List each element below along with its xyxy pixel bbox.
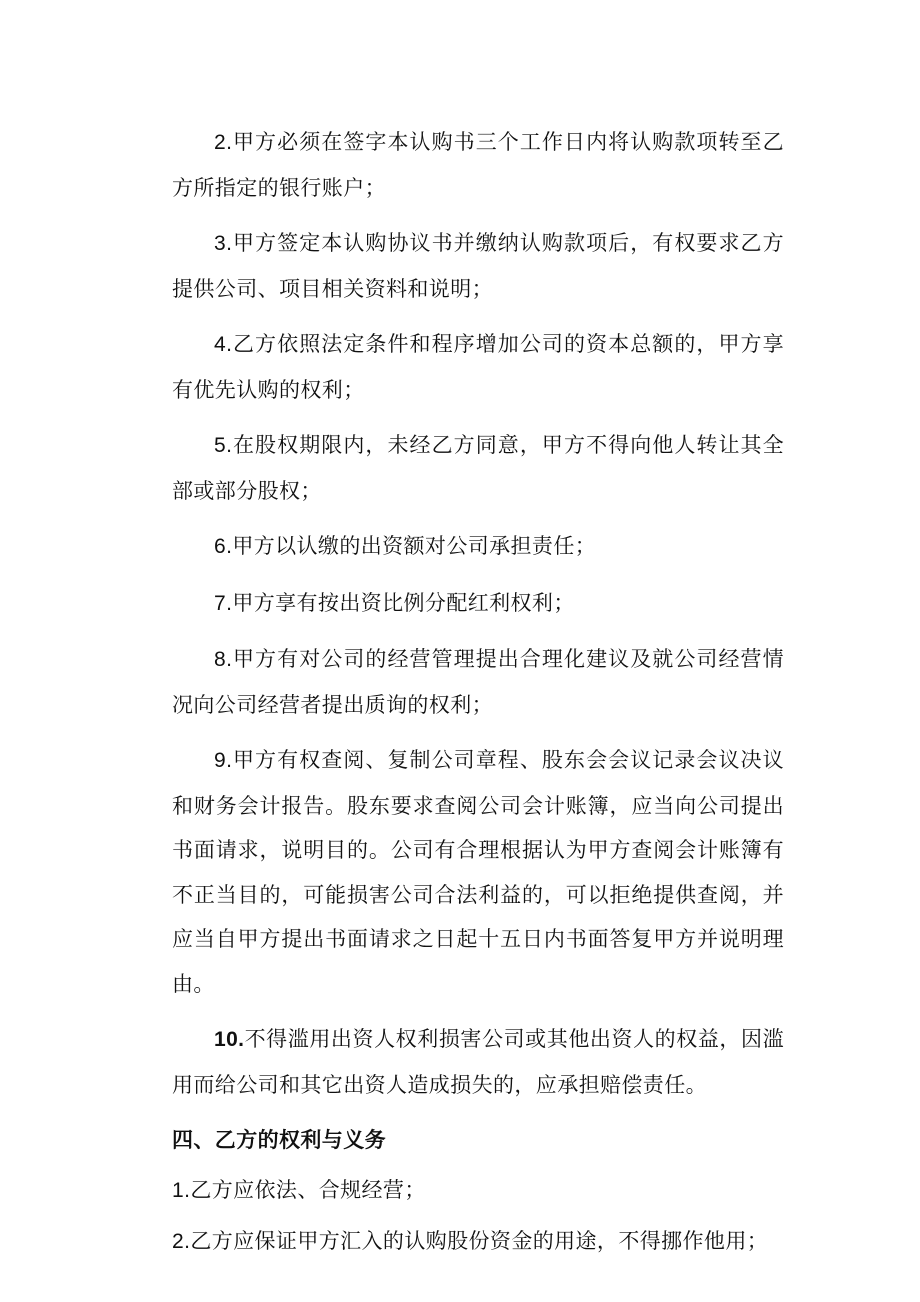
clause-text: 甲方签定本认购协议书并缴纳认购款项后，有权要求乙方提供公司、项目相关资料和说明； (172, 231, 784, 301)
clause-text: 甲方以认缴的出资额对公司承担责任； (232, 534, 597, 558)
section4-clause-2 (172, 1219, 784, 1264)
clause-8 (172, 637, 784, 727)
clause-number: 9. (214, 749, 233, 772)
clause-text: 甲方享有按出资比例分配红利权利； (232, 590, 575, 615)
clause-text: 甲方必须在签字本认购书三个工作日内将认购款项转至乙方所指定的银行账户； (172, 130, 784, 200)
clause-text: 甲方有权查阅、复制公司章程、股东会会议记录会议决议和财务会计报告。股东要求查阅公司会计账簿，应当向公司提出书面请求，说明目的。公司有合理根据认为甲方查阅会计账簿有不正当目的，可能损害公司合法利益的，可以拒绝提供查阅，并应当自甲方提出书面请求之日起十五日内书面答复甲方并说明理由。 (172, 748, 784, 996)
clause-number: 1. (172, 1179, 191, 1202)
clause-number: 8. (214, 648, 233, 671)
clause-number: 10. (214, 1028, 245, 1051)
clause-text: 不得滥用出资人权利损害公司或其他出资人的权益，因滥用而给公司和其它出资人造成损失的，应承担赔偿责任。 (172, 1027, 784, 1097)
clause-5 (172, 423, 784, 513)
section-heading: 四、乙方的权利与义务 (172, 1128, 386, 1152)
clause-number: 7. (214, 591, 233, 615)
clause-text: 乙方应依法、合规经营； (190, 1178, 426, 1202)
clause-number: 5. (214, 434, 233, 457)
clause-9 (172, 738, 784, 1006)
clause-10 (172, 1017, 784, 1107)
clause-number: 2. (214, 131, 233, 154)
clause-6 (172, 524, 784, 570)
clause-number: 3. (214, 232, 233, 255)
clause-text: 乙方依照法定条件和程序增加公司的资本总额的，甲方享有优先认购的权利； (172, 332, 784, 402)
clause-7 (172, 581, 784, 627)
document-body (172, 120, 784, 1270)
clause-text: 甲方有对公司的经营管理提出合理化建议及就公司经营情况向公司经营者提出质询的权利； (172, 647, 784, 717)
clause-number: 2. (172, 1230, 191, 1253)
section4-clause-1 (172, 1168, 784, 1213)
clause-text: 乙方应保证甲方汇入的认购股份资金的用途，不得挪作他用； (190, 1229, 769, 1253)
clause-number: 6. (214, 535, 233, 558)
clause-4 (172, 322, 784, 412)
clause-number: 4. (214, 333, 233, 356)
clause-text: 在股权期限内，未经乙方同意，甲方不得向他人转让其全部或部分股权； (172, 433, 784, 503)
clause-2 (172, 120, 784, 210)
clause-3 (172, 221, 784, 311)
